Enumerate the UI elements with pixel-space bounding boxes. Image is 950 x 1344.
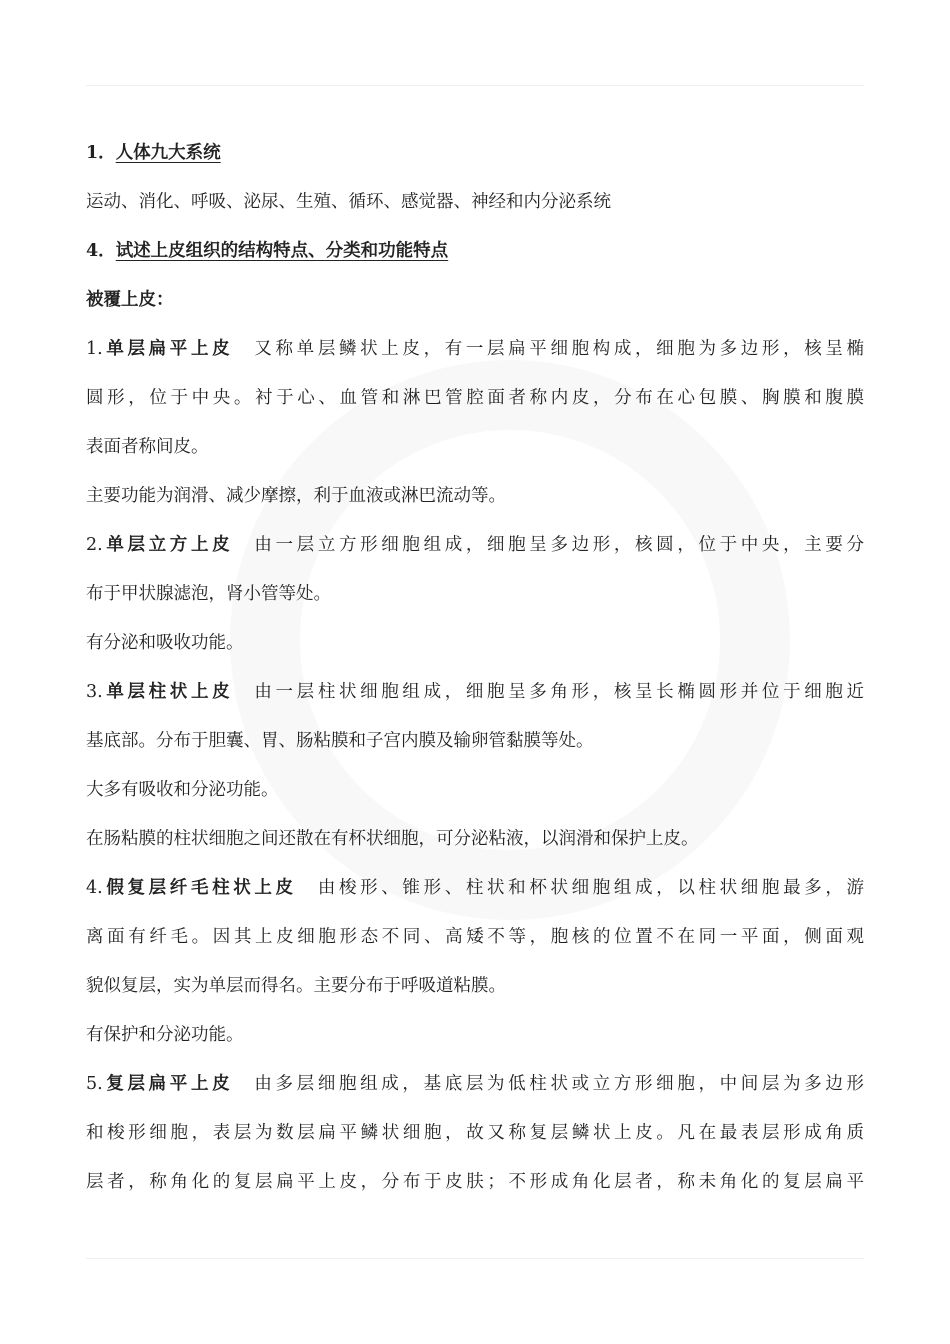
question-4-heading xyxy=(86,239,864,263)
item-term: 假复层纤毛柱状上皮 xyxy=(102,878,297,898)
item-line: 离面有纤毛。因其上皮细胞形态不同、高矮不等，胞核的位置不在同一平面，侧面观 xyxy=(86,927,864,947)
item-number: 1. xyxy=(86,339,103,359)
epithelium-item-3 xyxy=(86,680,864,753)
item-note: 大多有吸收和分泌功能。 xyxy=(86,780,279,800)
item-line: 又称单层鳞状上皮，有一层扁平细胞构成，细胞为多边形，核呈椭 xyxy=(254,339,865,359)
item-line: 层者，称角化的复层扁平上皮，分布于皮肤；不形成角化层者，称未角化的复层扁平 xyxy=(86,1172,864,1192)
epithelium-item-4 xyxy=(86,876,864,998)
section-title: 被覆上皮： xyxy=(86,290,174,310)
item-line: 由多层细胞组成，基底层为低柱状或立方形细胞，中间层为多边形 xyxy=(254,1074,865,1094)
item-note: 有保护和分泌功能。 xyxy=(86,1025,244,1045)
item-note: 在肠粘膜的柱状细胞之间还散在有杯状细胞，可分泌粘液，以润滑和保护上皮。 xyxy=(86,829,699,849)
question-4-title: 试述上皮组织的结构特点、分类和功能特点 xyxy=(115,241,449,261)
document-body xyxy=(86,141,864,1219)
item-line: 由梭形、锥形、柱状和杯状细胞组成，以柱状细胞最多，游 xyxy=(317,878,865,898)
item-line: 由一层立方形细胞组成，细胞呈多边形，核圆，位于中央，主要分 xyxy=(254,535,865,555)
item-line: 和梭形细胞，表层为数层扁平鳞状细胞，故又称复层鳞状上皮。凡在最表层形成角质 xyxy=(86,1123,864,1143)
question-1-number: 1． xyxy=(86,143,116,163)
question-1-title: 人体九大系统 xyxy=(115,143,221,163)
question-4-number: 4． xyxy=(86,241,116,261)
footer-rule xyxy=(86,1258,864,1259)
item-line: 由一层柱状细胞组成，细胞呈多角形，核呈长椭圆形并位于细胞近 xyxy=(254,682,865,702)
item-term: 单层柱状上皮 xyxy=(102,682,234,702)
item-note: 有分泌和吸收功能。 xyxy=(86,633,244,653)
item-term: 复层扁平上皮 xyxy=(102,1074,234,1094)
epithelium-item-1 xyxy=(86,337,864,459)
answer-1: 运动、消化、呼吸、泌尿、生殖、循环、感觉器、神经和内分泌系统 xyxy=(86,192,611,212)
item-number: 2. xyxy=(86,535,103,555)
epithelium-item-5 xyxy=(86,1072,864,1194)
item-line: 貌似复层，实为单层而得名。主要分布于呼吸道粘膜。 xyxy=(86,976,506,996)
item-term: 单层扁平上皮 xyxy=(102,339,234,359)
header-rule xyxy=(86,85,864,86)
item-note: 主要功能为润滑、减少摩擦，利于血液或淋巴流动等。 xyxy=(86,486,506,506)
item-number: 4. xyxy=(86,878,103,898)
item-line: 基底部。分布于胆囊、胃、肠粘膜和子宫内膜及输卵管黏膜等处。 xyxy=(86,731,594,751)
item-term: 单层立方上皮 xyxy=(102,535,234,555)
item-number: 3. xyxy=(86,682,103,702)
question-1-heading xyxy=(86,141,864,165)
item-line: 表面者称间皮。 xyxy=(86,437,209,457)
epithelium-item-2 xyxy=(86,533,864,606)
item-number: 5. xyxy=(86,1074,103,1094)
item-line: 布于甲状腺滤泡，肾小管等处。 xyxy=(86,584,331,604)
item-line: 圆形，位于中央。衬于心、血管和淋巴管腔面者称内皮，分布在心包膜、胸膜和腹膜 xyxy=(86,388,864,408)
